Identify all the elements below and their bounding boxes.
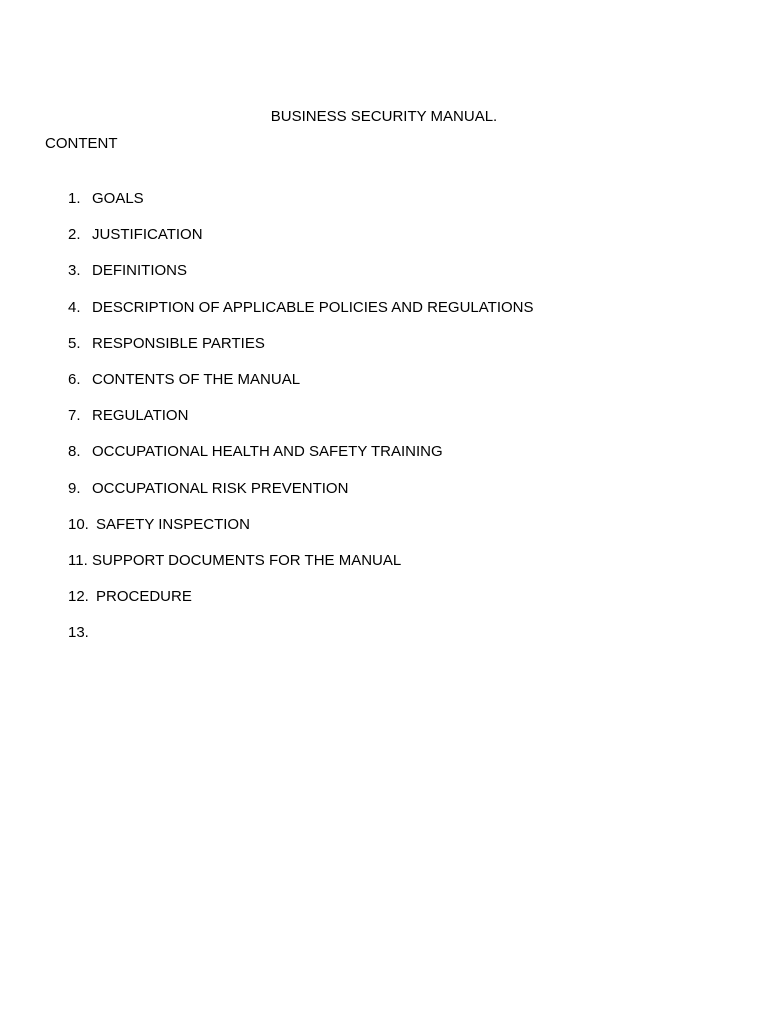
list-item <box>68 406 534 442</box>
list-item-number: 2. <box>68 226 81 244</box>
list-item-text: RESPONSIBLE PARTIES <box>92 334 265 352</box>
document-title: BUSINESS SECURITY MANUAL. <box>270 108 498 125</box>
list-item-number: 9. <box>68 479 81 497</box>
list-item-text: SUPPORT DOCUMENTS FOR THE MANUAL <box>92 551 402 569</box>
list-item <box>68 189 534 225</box>
list-item <box>68 587 534 623</box>
list-item-number: 12. <box>68 588 89 606</box>
list-item-text: REGULATION <box>92 407 189 425</box>
list-item-number: 13. <box>68 624 89 642</box>
list-item-number: 11. <box>68 551 88 569</box>
list-item <box>68 370 534 406</box>
list-item <box>68 479 534 515</box>
list-item-text: GOALS <box>92 190 144 207</box>
list-item <box>68 515 534 551</box>
list-item-text: DESCRIPTION OF APPLICABLE POLICIES AND REGULATIONS <box>92 298 534 316</box>
list-item-number: 5. <box>68 334 81 352</box>
list-item-text: JUSTIFICATION <box>92 226 203 244</box>
list-item-text: OCCUPATIONAL HEALTH AND SAFETY TRAINING <box>92 443 443 461</box>
list-item-number: 4. <box>68 298 81 316</box>
list-item-number: 3. <box>68 262 81 280</box>
table-of-contents <box>68 189 534 659</box>
list-item <box>68 334 534 370</box>
list-item-number: 8. <box>68 443 81 461</box>
list-item-text: DEFINITIONS <box>92 262 188 280</box>
list-item-number: 1. <box>68 190 81 207</box>
list-item-text: OCCUPATIONAL RISK PREVENTION <box>92 479 349 497</box>
list-item-number: 6. <box>68 370 81 388</box>
list-item-number: 10. <box>68 515 89 533</box>
list-item <box>68 225 534 261</box>
list-item <box>68 298 534 334</box>
list-item <box>68 442 534 478</box>
list-item-number: 7. <box>68 407 81 425</box>
list-item-text: SAFETY INSPECTION <box>96 515 250 533</box>
content-heading: CONTENT <box>45 135 118 152</box>
list-item-text: CONTENTS OF THE MANUAL <box>92 370 301 388</box>
list-item <box>68 551 534 587</box>
list-item <box>68 623 534 659</box>
list-item-text: PROCEDURE <box>96 588 192 606</box>
list-item <box>68 261 534 297</box>
